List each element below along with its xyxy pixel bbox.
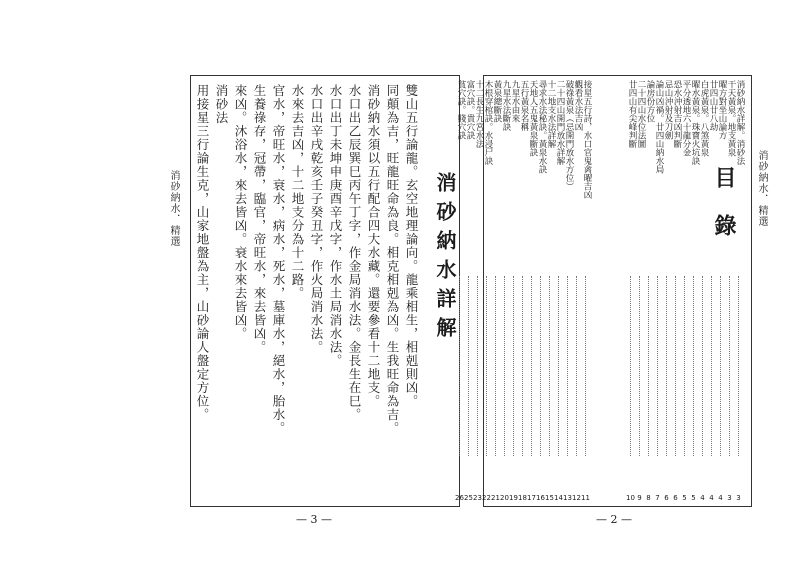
toc-entry-page: 17 (527, 494, 536, 502)
toc-entry (464, 76, 473, 506)
toc-entry (518, 76, 527, 506)
toc-entry-title: 論山凶禍。廿四山納水局 (654, 80, 664, 174)
section-title: 消砂納水詳解 (433, 172, 457, 346)
toc-entry-title: 恐水沖射吉凶判斷 (672, 80, 682, 148)
text-column: 水來去吉凶，十二地支分為十二路。 (290, 84, 305, 300)
text-column: 生養祿存，冠帶，臨官，帝旺水，來去皆凶。 (252, 84, 267, 354)
toc-leader-dots (639, 276, 640, 456)
toc-entry-page: 23 (473, 494, 482, 502)
toc-leader-dots (468, 276, 469, 456)
text-column: 來凶。沐浴水，來去皆凶。衰水來去皆凶。 (233, 84, 248, 341)
toc-entry-page: 3 (736, 494, 741, 502)
toc-leader-dots (567, 276, 568, 456)
text-column: 雙山五行論龍。玄空地理論向。龍乘相生，相剋則凶。 (404, 84, 419, 408)
toc-entry-page: 7 (655, 494, 660, 502)
toc-entry-page: 4 (709, 494, 714, 502)
toc-entry-page: 18 (518, 494, 527, 502)
toc-leader-dots (540, 276, 541, 456)
toc-entry-title: 貧穴訣。賤穴訣 (456, 80, 466, 140)
toc-leader-dots (558, 276, 559, 456)
toc-entry-title: 二十四山水位法圖 (636, 80, 646, 148)
toc-entry-page: 16 (536, 494, 545, 502)
toc-entry-title: 木根穿棺訣。水浸尸訣 (483, 80, 493, 165)
toc-entry-page: 9 (637, 494, 642, 502)
text-column: 水口出丁未坤申庚酉辛戊字，作水土局消水法。 (328, 84, 343, 368)
toc-entry-page: 13 (563, 494, 572, 502)
toc-leader-dots (702, 276, 703, 456)
toc-entry (626, 76, 635, 506)
toc-entry-title: 黃泉總斷訣 (492, 80, 502, 123)
toc-leader-dots (666, 276, 667, 456)
toc-leader-dots (585, 276, 586, 456)
left-page-number: — 3 — (296, 513, 332, 526)
toc-entry-title: 十二長生九宮水法 (474, 80, 484, 148)
toc-entry-page: 14 (554, 494, 563, 502)
toc-entry-title: 十二地支水法詳解 (546, 80, 556, 148)
toc-entry-title: 曜水黃泉。珠寶火坑訣 (690, 80, 700, 165)
toc-entry-title: 白虎黃泉。八煞黃泉 (699, 80, 709, 157)
right-page-frame (455, 75, 752, 507)
toc-entry-title: 天地人五鬼黃泉斷訣 (528, 80, 538, 157)
toc-entry-page: 26 (455, 494, 464, 502)
toc-leader-dots (738, 276, 739, 456)
toc-leader-dots (675, 276, 676, 456)
toc-entry-page: 3 (727, 494, 732, 502)
toc-leader-dots (729, 276, 730, 456)
toc-leader-dots (549, 276, 550, 456)
toc-entry-page: 8 (646, 494, 651, 502)
toc-entry-title: 九星水由來 (510, 80, 520, 123)
toc-leader-dots (648, 276, 649, 456)
toc-entry (527, 76, 536, 506)
toc-entry (455, 76, 464, 506)
text-column: 同顛為吉，旺龍旺命為良。相克相剋為凶。生我旺命為吉。 (385, 84, 400, 435)
toc-entry-page: 19 (509, 494, 518, 502)
toc-entry-title: 尋求水法秘訣。黃泉水訣 (537, 80, 547, 174)
toc-entry-page: 20 (500, 494, 509, 502)
toc-leader-dots (504, 276, 505, 456)
toc-leader-dots (459, 276, 460, 456)
toc-entry (500, 76, 509, 506)
toc-entry-title: 干天黃泉。地支黃泉 (726, 80, 736, 157)
right-page-number: — 2 — (596, 513, 632, 526)
toc-entry-title: 富穴訣。貴穴訣 (465, 80, 475, 140)
text-column: 水口出辛戌乾亥壬子癸丑字，作火局消水法。 (309, 84, 324, 354)
toc-entry-page: 21 (491, 494, 500, 502)
toc-entry (509, 76, 518, 506)
toc-entry-page: 12 (572, 494, 581, 502)
toc-entry-page: 22 (482, 494, 491, 502)
text-column: 用接星三行論生克，山家地盤為主，山砂論人盤定方位。 (195, 84, 210, 422)
toc-entry-title: 消砂納水詳解。消砂法 (735, 80, 745, 165)
toc-leader-dots (711, 276, 712, 456)
toc-entry-title: 接星五行詩，水口官鬼禽曜吉凶 (582, 80, 592, 199)
toc-leader-dots (495, 276, 496, 456)
toc-leader-dots (576, 276, 577, 456)
toc-entry (716, 76, 725, 506)
toc-leader-dots (720, 276, 721, 456)
toc-entry-page: 5 (691, 494, 696, 502)
toc-entry-page: 10 (626, 494, 635, 502)
toc-leader-dots (657, 276, 658, 456)
toc-entry-title: 論房份方位 (645, 80, 655, 123)
left-spine-label: 消砂納水．精選 (168, 170, 179, 247)
left-page-frame (190, 75, 460, 507)
toc-entry-title: 廿四山廿八劫 (708, 80, 718, 131)
toc-entry-page: 4 (700, 494, 705, 502)
toc-entry (473, 76, 482, 506)
text-column: 官水，帝旺水，衰水，病水，死水，墓庫水，絕水，胎水。 (271, 84, 286, 435)
toc-entry-title: 曜方對坐山論方 (717, 80, 727, 140)
toc-entry-title: 二十四山開門放水詳解 (555, 80, 565, 165)
toc-leader-dots (693, 276, 694, 456)
text-column: 水口出乙辰巽巳丙午丁字，作金局消水法。金長生在巳。 (347, 84, 362, 422)
toc-entry-page: 11 (581, 494, 590, 502)
toc-entry-page: 15 (545, 494, 554, 502)
toc-leader-dots (531, 276, 532, 456)
right-spine-label: 消砂納水．精選 (756, 150, 767, 227)
toc-entry-title: 破祿黃泉（忌開門放水方位） (564, 80, 574, 191)
toc-entry-title: 九星水法斷訣 (501, 80, 511, 131)
toc-entry-title: 忌山沖射及刀劍 (663, 80, 673, 140)
toc-leader-dots (477, 276, 478, 456)
toc-leader-dots (684, 276, 685, 456)
toc-heading: 目錄 (711, 166, 737, 262)
toc-entry-page: 4 (718, 494, 723, 502)
toc-entry (725, 76, 734, 506)
toc-leader-dots (522, 276, 523, 456)
toc-entry-title: 平分透地六十龍分金 (681, 80, 691, 157)
toc-entry-title: 觀看水法吉凶 (573, 80, 583, 131)
toc-entry (581, 76, 590, 506)
text-column: 消砂納水須以五行配合四大水藏。還要參看十二地支。 (366, 84, 381, 408)
toc-entry-page: 6 (664, 494, 669, 502)
toc-entry-page: 5 (682, 494, 687, 502)
toc-leader-dots (630, 276, 631, 456)
toc-entry-title: 五行黃泉名稱 (519, 80, 529, 131)
toc-entry-title: 廿四山有尖峰判斷 (627, 80, 637, 148)
toc-entry (653, 76, 662, 506)
toc-entry-page: 25 (464, 494, 473, 502)
text-column: 消砂法 (214, 84, 229, 125)
toc-entry (671, 76, 680, 506)
toc-leader-dots (513, 276, 514, 456)
toc-leader-dots (486, 276, 487, 456)
toc-entry-page: 6 (673, 494, 678, 502)
